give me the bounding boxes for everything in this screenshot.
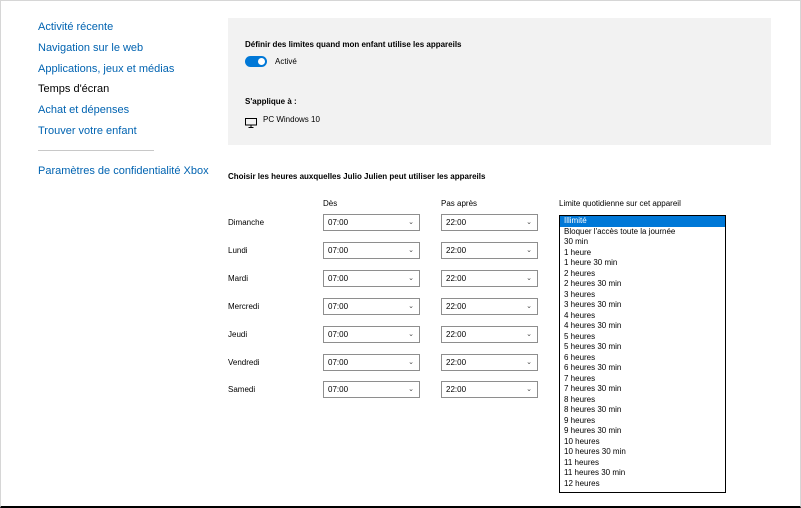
- to-time-select[interactable]: [441, 270, 538, 287]
- limit-option[interactable]: 7 heures: [564, 373, 596, 383]
- select-value: 07:00: [328, 385, 349, 395]
- from-time-select[interactable]: [323, 326, 420, 343]
- to-time-select[interactable]: [441, 242, 538, 259]
- select-value: 22:00: [446, 385, 467, 395]
- limit-option[interactable]: 4 heures 30 min: [564, 321, 622, 330]
- select-value: 22:00: [446, 329, 467, 339]
- to-time-select[interactable]: [441, 214, 538, 231]
- day-label: Jeudi: [228, 329, 248, 339]
- select-value: 07:00: [328, 218, 349, 227]
- chevron-down-icon: ⌄: [408, 302, 414, 310]
- limit-option[interactable]: 11 heures 30 min: [564, 468, 626, 477]
- chevron-down-icon: ⌄: [408, 219, 414, 226]
- from-time-select[interactable]: [323, 270, 420, 287]
- limit-option[interactable]: Illimité: [560, 216, 725, 227]
- limit-option[interactable]: 30 min: [564, 237, 589, 246]
- col-header-from: Dès: [323, 199, 338, 208]
- from-time-select[interactable]: [323, 242, 420, 259]
- select-value: 22:00: [446, 357, 467, 367]
- toggle-knob: [258, 58, 265, 65]
- select-value: 07:00: [328, 273, 349, 283]
- monitor-icon: [245, 115, 257, 133]
- select-value: 22:00: [446, 218, 467, 227]
- chevron-down-icon: ⌄: [526, 330, 532, 338]
- from-time-select[interactable]: [323, 381, 420, 398]
- chevron-down-icon: ⌄: [526, 274, 532, 282]
- limit-option[interactable]: 3 heures 30 min: [564, 300, 622, 309]
- nav-item-apps-games-media[interactable]: Applications, jeux et médias: [38, 62, 175, 75]
- to-time-select[interactable]: [441, 326, 538, 343]
- select-value: 07:00: [328, 329, 349, 339]
- nav-item-screen-time[interactable]: Temps d'écran: [38, 83, 110, 96]
- day-label: Lundi: [228, 245, 248, 255]
- chevron-down-icon: ⌄: [408, 330, 414, 338]
- chevron-down-icon: ⌄: [408, 358, 414, 366]
- limit-option[interactable]: 10 heures: [564, 436, 600, 446]
- limit-option[interactable]: 9 heures 30 min: [564, 426, 622, 435]
- to-time-select[interactable]: [441, 298, 538, 315]
- from-time-select[interactable]: [323, 298, 420, 315]
- col-header-to: Pas après: [441, 199, 478, 208]
- limit-option[interactable]: 4 heures: [564, 310, 596, 320]
- limit-option[interactable]: 6 heures 30 min: [564, 363, 622, 372]
- limit-option[interactable]: 8 heures: [564, 394, 596, 404]
- chevron-down-icon: ⌄: [526, 246, 532, 254]
- day-label: Dimanche: [228, 218, 265, 227]
- nav-item-recent-activity[interactable]: Activité récente: [38, 21, 114, 33]
- nav-item-web-browsing[interactable]: Navigation sur le web: [38, 41, 144, 54]
- chevron-down-icon: ⌄: [526, 219, 532, 226]
- limits-title: Définir des limites quand mon enfant utilise les appareils: [245, 40, 462, 49]
- limit-option[interactable]: 3 heures: [564, 289, 596, 299]
- limits-card: [228, 18, 771, 145]
- to-time-select[interactable]: [441, 381, 538, 398]
- day-label: Vendredi: [228, 357, 260, 367]
- sidebar-nav: [38, 20, 218, 185]
- from-time-select[interactable]: [323, 214, 420, 231]
- limit-option[interactable]: 2 heures: [564, 268, 596, 278]
- daily-limit-listbox[interactable]: [559, 215, 726, 493]
- limit-option[interactable]: 12 heures: [564, 478, 600, 488]
- schedule-title: Choisir les heures auxquelles Julio Julien peut utiliser les appareils: [228, 172, 486, 181]
- nav-item-xbox-privacy[interactable]: Paramètres de confidentialité Xbox: [38, 164, 209, 177]
- limit-option[interactable]: Bloquer l'accès toute la journée: [564, 226, 676, 236]
- limit-option[interactable]: 8 heures 30 min: [564, 405, 622, 414]
- limit-option[interactable]: 7 heures 30 min: [564, 384, 622, 393]
- select-value: 22:00: [446, 301, 467, 311]
- day-label: Mardi: [228, 273, 249, 283]
- select-value: 22:00: [446, 245, 467, 255]
- select-value: 22:00: [446, 273, 467, 283]
- limit-option[interactable]: 6 heures: [564, 352, 596, 362]
- chevron-down-icon: ⌄: [526, 386, 532, 394]
- nav-item-find-child[interactable]: Trouver votre enfant: [38, 124, 137, 137]
- select-value: 07:00: [328, 245, 349, 255]
- limit-option[interactable]: 2 heures 30 min: [564, 279, 622, 288]
- nav-item-purchases[interactable]: Achat et dépenses: [38, 104, 130, 117]
- chevron-down-icon: ⌄: [408, 246, 414, 254]
- chevron-down-icon: ⌄: [526, 358, 532, 366]
- limit-option[interactable]: 1 heure: [564, 247, 592, 257]
- toggle-state-label: Activé: [275, 57, 297, 66]
- select-value: 07:00: [328, 301, 349, 311]
- col-header-limit: Limite quotidienne sur cet appareil: [559, 199, 681, 208]
- day-label: Samedi: [228, 385, 256, 395]
- chevron-down-icon: ⌄: [526, 302, 532, 310]
- chevron-down-icon: ⌄: [408, 274, 414, 282]
- limit-option[interactable]: 5 heures: [564, 331, 596, 341]
- device-name: PC Windows 10: [263, 115, 320, 124]
- limit-option[interactable]: 1 heure 30 min: [564, 258, 618, 267]
- chevron-down-icon: ⌄: [408, 386, 414, 394]
- limit-option[interactable]: 5 heures 30 min: [564, 342, 622, 351]
- to-time-select[interactable]: [441, 354, 538, 371]
- limit-option[interactable]: 9 heures: [564, 415, 596, 425]
- select-value: 07:00: [328, 357, 349, 367]
- nav-divider: [38, 150, 154, 151]
- from-time-select[interactable]: [323, 354, 420, 371]
- applies-to-label: S'applique à :: [245, 97, 297, 106]
- limit-option[interactable]: 10 heures 30 min: [564, 447, 626, 456]
- day-label: Mercredi: [228, 301, 260, 311]
- limit-option[interactable]: 11 heures: [564, 457, 599, 467]
- limits-toggle[interactable]: [245, 56, 267, 67]
